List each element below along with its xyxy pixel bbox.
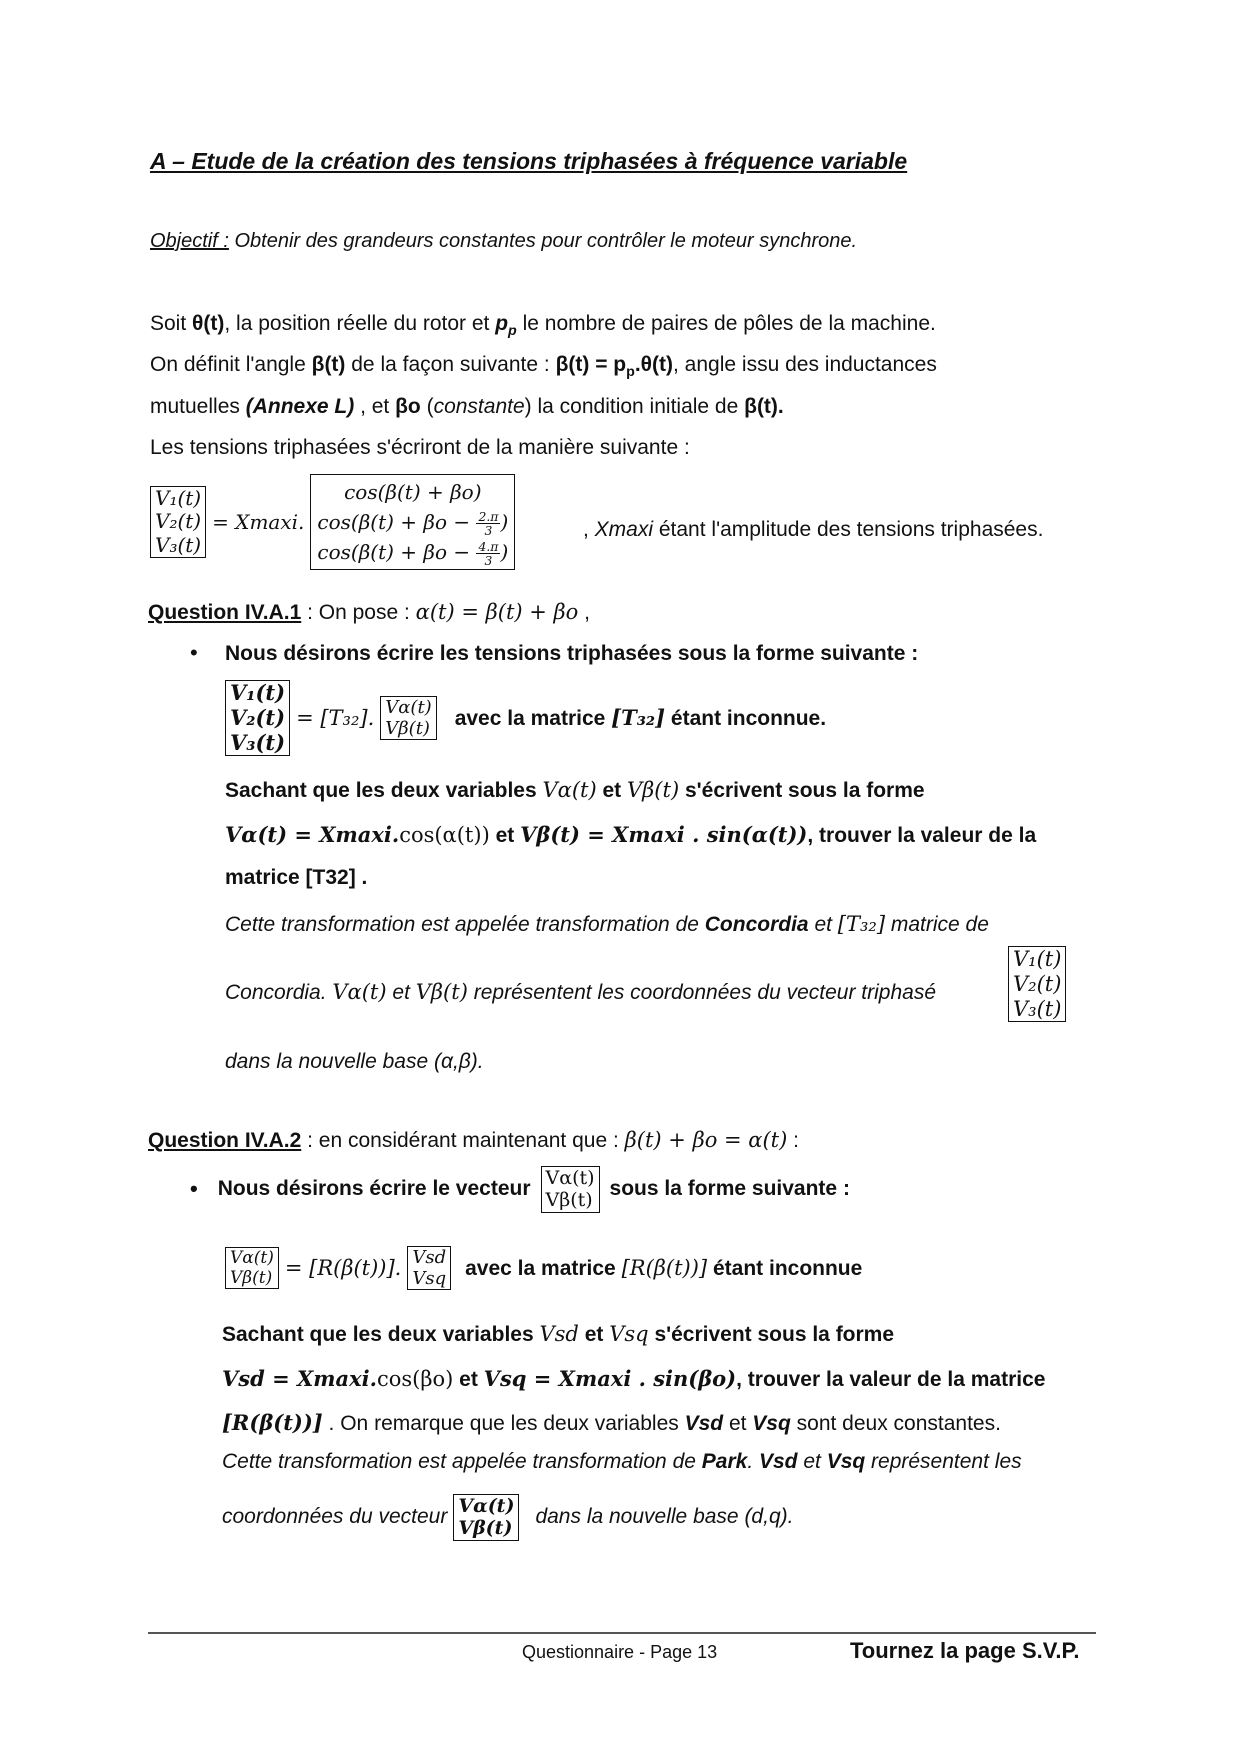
intro-line-2: On définit l'angle β(t) de la façon suivante : $\beta(t) = p_p.\theta(t)$, angle issu des inductances: [150, 353, 937, 381]
bullet-icon: •: [190, 1176, 198, 1202]
voltage-equation: V₁(t) V₂(t) V₃(t) = Xmaxi. cos(β(t) + βo) cos(β(t) + βo − $\frac{2.\pi}{3}$ ) cos(β(t) + βo − $\frac{4.\pi}{3}$ ): [150, 474, 515, 570]
q1-bullet-text: Nous désirons écrire les tensions triphasées sous la forme suivante :: [225, 642, 919, 665]
q1-matrix-equation: V₁(t) V₂(t) V₃(t) = [T₃₂]. Vα(t) Vβ(t) avec la matrice [T₃₂] étant inconnue.: [225, 680, 826, 756]
intro-line-4: Les tensions triphasées s'écriront de la manière suivante :: [150, 436, 690, 459]
bullet-icon: •: [190, 640, 198, 665]
q1-comment-line-3: dans la nouvelle base (α,β).: [225, 1050, 484, 1073]
objective-text: Obtenir des grandeurs constantes pour contrôler le moteur synchrone.: [228, 230, 858, 252]
intro-line-3: mutuelles (Annexe L) , et βo (constante) la condition initiale de β(t).: [150, 395, 784, 418]
objective-line: [150, 230, 857, 253]
section-title: A – Etude de la création des tensions triphasées à fréquence variable: [150, 148, 908, 174]
question-2-label: Question IV.A.2: [148, 1129, 302, 1152]
q2-remark-line: [R(β(t))] . On remarque que les deux variables Vsd et Vsq sont deux constantes.: [222, 1410, 1001, 1435]
q1-formula-line: Vα(t) = Xmaxi.cos(α(t)) et Vβ(t) = Xmaxi . sin(α(t)), trouver la valeur de la: [225, 822, 1037, 847]
q2-bullet-line: • Nous désirons écrire le vecteur Vα(t) Vβ(t) sous la forme suivante :: [190, 1167, 850, 1212]
q2-sachant-line: Sachant que les deux variables Vsd et Vsq s'écrivent sous la forme: [222, 1322, 895, 1346]
footer-turn-page: Tournez la page S.V.P.: [850, 1638, 1080, 1663]
footer-page-number: Questionnaire - Page 13: [522, 1642, 718, 1662]
footer-divider: [148, 1632, 1096, 1634]
q1-triphase-vector: V₁(t) V₂(t) V₃(t): [1008, 946, 1066, 1022]
objective-label: Objectif :: [150, 230, 229, 252]
question-1-line: Question IV.A.1 : On pose : α(t) = β(t) + βo ,: [148, 600, 590, 624]
eq1-rhs-vector: cos(β(t) + βo) cos(β(t) + βo − $\frac{2.\pi}{3}$ ) cos(β(t) + βo − $\frac{4.\pi}{3}$ ): [310, 474, 515, 570]
q2-comment-line-2: coordonnées du vecteur Vα(t) Vβ(t) dans la nouvelle base (d,q).: [222, 1495, 794, 1540]
q1-matrix-label: matrice [T32] .: [225, 866, 368, 889]
q2-formula-line: Vsd = Xmaxi.cos(βo) et Vsq = Xmaxi . sin(βo), trouver la valeur de la matrice: [222, 1366, 1046, 1391]
question-1-label: Question IV.A.1: [148, 601, 302, 624]
question-2-line: Question IV.A.2 : en considérant maintenant que : β(t) + βo = α(t) :: [148, 1128, 799, 1152]
eq1-note: , Xmaxi étant l'amplitude des tensions triphasées.: [583, 518, 1044, 541]
q1-sachant-line: Sachant que les deux variables Vα(t) et Vβ(t) s'écrivent sous la forme: [225, 778, 925, 802]
q2-comment-line-1: Cette transformation est appelée transformation de Park. Vsd et Vsq représentent les: [222, 1450, 1022, 1473]
q1-comment-line-2: Concordia. Vα(t) et Vβ(t) représentent les coordonnées du vecteur triphasé: [225, 980, 937, 1004]
q1-comment-line-1: Cette transformation est appelée transformation de Concordia et [T₃₂] matrice de: [225, 912, 989, 936]
intro-line-1: Soit θ(t), la position réelle du rotor et $p_p$ le nombre de paires de pôles de la machine.: [150, 312, 936, 340]
eq1-lhs-vector: V₁(t) V₂(t) V₃(t): [150, 486, 206, 559]
q2-matrix-equation: Vα(t) Vβ(t) = [R(β(t))]. Vsd Vsq avec la matrice [R(β(t))] étant inconnue: [225, 1246, 862, 1290]
